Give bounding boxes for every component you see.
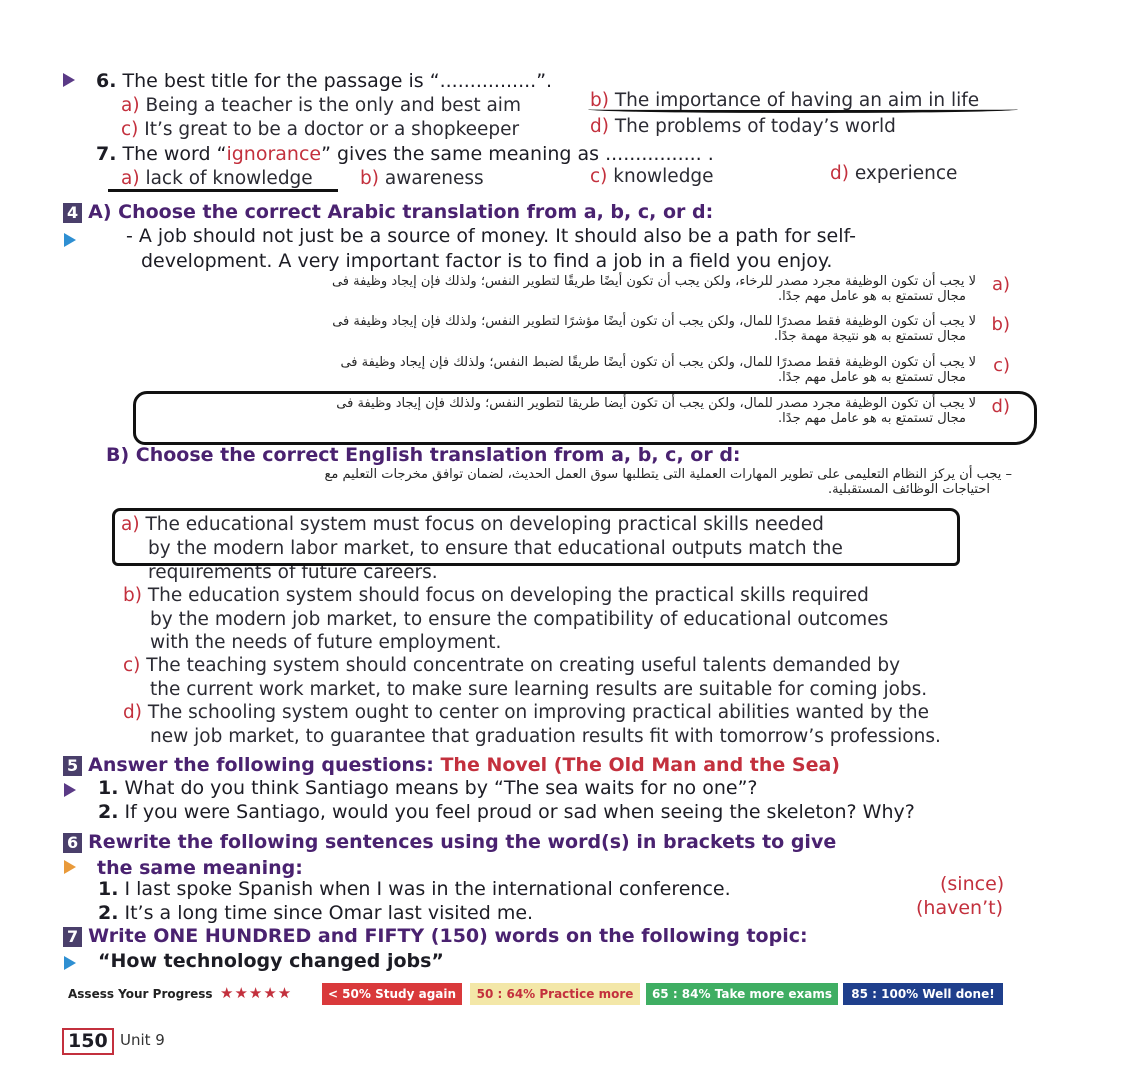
question-number: 2. xyxy=(98,801,119,823)
option-letter: b) xyxy=(123,585,142,606)
bullet-arrow-icon xyxy=(64,860,76,874)
section6-item-1 xyxy=(98,878,731,900)
section-number-badge: 4 xyxy=(63,203,82,223)
pen-circle-english-a xyxy=(112,508,960,566)
pen-circle-arabic-d xyxy=(133,391,1037,445)
option-letter: (d xyxy=(991,396,1010,417)
unit-label: Unit 9 xyxy=(120,1031,165,1049)
section-heading-text: Rewrite the following sentences using the word(s) in brackets to give xyxy=(88,831,837,853)
english-option-d[interactable] xyxy=(123,701,941,748)
option-line: by the modern labor market, to ensure that educational outputs match the xyxy=(148,538,843,559)
bullet-arrow-icon xyxy=(63,73,75,87)
option-line: by the modern job market, to ensure the compatibility of educational outcomes xyxy=(150,608,889,630)
option-line: لا يجب أن تكون الوظيفة فقط مصدرًا للمال، ولكن يجب أن تكون أيضًا طريقًا لضبط النفس؛ ولذلك فإن إيجاد وظيفة فى xyxy=(340,355,976,370)
option-text: knowledge xyxy=(613,166,714,187)
q6-number: 6. xyxy=(96,70,117,92)
english-option-c[interactable] xyxy=(123,654,927,701)
arabic-sentence-line: احتياجات الوظائف المستقبلية. xyxy=(827,482,990,497)
section6-hint-1: (since) xyxy=(940,873,1005,895)
option-line: The education system should focus on developing the practical skills required xyxy=(147,585,869,606)
option-text: The problems of today’s world xyxy=(614,116,896,137)
option-line: لا يجب أن تكون الوظيفة فقط مصدرًا للمال، ولكن يجب أن تكون أيضًا مؤشرًا لتطوير النفس؛ ولذلك فإن إيجاد وظيفة فى xyxy=(332,314,976,329)
q6-stem-text: The best title for the passage is “................”. xyxy=(122,70,553,92)
q7-option-c[interactable] xyxy=(590,166,714,187)
option-line: لا يجب أن تكون الوظيفة مجرد مصدر للرخاء، ولكن يجب أن تكون أيضًا طريقًا لتطوير النفس؛ ولذلك فإن إيجاد وظيفة فى xyxy=(331,274,976,289)
page-number: 150 xyxy=(62,1028,114,1055)
section5-question-2 xyxy=(98,801,915,823)
option-text: The importance of having an aim in life xyxy=(614,90,980,111)
q6-stem xyxy=(96,70,552,92)
q7-stem xyxy=(96,143,714,165)
section4-heading-a xyxy=(63,201,713,223)
section6-hint-2: (haven’t) xyxy=(916,897,1003,919)
option-line: مجال تستمتع به هو عامل مهم جدًا. xyxy=(778,289,966,304)
section-heading-text: A) Choose the correct Arabic translation from a, b, c, or d: xyxy=(88,201,714,223)
q7-stem-before: The word “ xyxy=(122,143,227,165)
section6-item-2 xyxy=(98,902,533,924)
section-heading-text: Write ONE HUNDRED and FIFTY (150) words on the following topic: xyxy=(88,925,808,947)
option-line: The teaching system should concentrate on creating useful talents demanded by xyxy=(146,655,901,676)
option-letter: (c xyxy=(993,355,1010,376)
option-letter: b) xyxy=(360,168,379,189)
q7-keyword: ignorance xyxy=(226,143,322,165)
q6-option-c[interactable] xyxy=(121,119,519,140)
q6-option-d[interactable] xyxy=(590,116,896,137)
arabic-option-c[interactable] xyxy=(150,355,1010,385)
item-text: I last spoke Spanish when I was in the international conference. xyxy=(124,878,731,900)
bullet-arrow-icon xyxy=(64,956,76,970)
q7-number: 7. xyxy=(96,143,117,165)
section-number-badge: 5 xyxy=(63,756,82,776)
option-letter: (b xyxy=(991,314,1010,335)
option-letter: d) xyxy=(123,702,142,723)
option-line: مجال تستمتع به هو عامل مهم جدًا. xyxy=(778,370,966,385)
item-number: 1. xyxy=(98,878,119,900)
option-letter: (a xyxy=(991,274,1010,295)
progress-band-4: 85 : 100% Well done! xyxy=(843,983,1003,1005)
pen-underline-q6b xyxy=(588,106,1018,113)
progress-band-3: 65 : 84% Take more exams xyxy=(646,983,838,1005)
section4-sentence-line1: - A job should not just be a source of money. It should also be a path for self- xyxy=(126,225,857,247)
option-line: requirements of future careers. xyxy=(148,562,438,583)
arabic-option-b[interactable] xyxy=(150,314,1010,344)
bullet-arrow-icon xyxy=(64,783,76,797)
option-letter: a) xyxy=(121,95,140,116)
section7-heading xyxy=(63,925,808,947)
option-text: Being a teacher is the only and best aim xyxy=(145,95,521,116)
arabic-sentence xyxy=(120,467,1012,497)
progress-stars: ★★★★★ xyxy=(220,984,293,1002)
option-letter: c) xyxy=(121,119,139,140)
option-text: experience xyxy=(854,163,958,184)
option-letter: c) xyxy=(590,166,608,187)
section-heading-red-text: The Novel (The Old Man and the Sea) xyxy=(440,754,840,776)
q7-option-b[interactable] xyxy=(360,168,484,189)
section5-heading xyxy=(63,754,840,776)
arabic-option-a[interactable] xyxy=(150,274,1010,304)
q7-stem-after: ” gives the same meaning as ................ . xyxy=(321,143,714,165)
option-line: with the needs of future employment. xyxy=(150,632,502,653)
option-letter: d) xyxy=(590,116,609,137)
option-line: مجال تستمتع به هو عامل مهم جدًا. xyxy=(778,411,966,426)
option-letter: b) xyxy=(590,90,609,111)
section7-topic: “How technology changed jobs” xyxy=(98,950,444,972)
question-text: If you were Santiago, would you feel proud or sad when seeing the skeleton? Why? xyxy=(124,801,915,823)
progress-band-1: < 50% Study again xyxy=(322,983,462,1005)
option-letter: a) xyxy=(121,168,140,189)
bullet-arrow-icon xyxy=(64,233,76,247)
option-line: لا يجب أن تكون الوظيفة مجرد مصدر للمال، ولكن يجب أن تكون أيضا طريقا لتطوير النفس؛ ولذلك فإن إيجاد وظيفة فى xyxy=(336,396,976,411)
section-number-badge: 6 xyxy=(63,833,82,853)
item-number: 2. xyxy=(98,902,119,924)
option-line: The educational system must focus on developing practical skills needed xyxy=(145,514,824,535)
section6-heading xyxy=(63,829,836,881)
section-heading-text: Answer the following questions: xyxy=(88,754,434,776)
option-line: The schooling system ought to center on improving practical abilities wanted by the xyxy=(147,702,929,723)
section4-sentence-line2: development. A very important factor is to find a job in a field you enjoy. xyxy=(141,250,833,272)
option-text: awareness xyxy=(384,168,484,189)
section-number-badge: 7 xyxy=(63,927,82,947)
question-text: What do you think Santiago means by “The sea waits for no one”? xyxy=(124,777,758,799)
section4-heading-b: B) Choose the correct English translation from a, b, c, or d: xyxy=(106,444,741,466)
q6-option-a[interactable] xyxy=(121,95,521,116)
option-letter: c) xyxy=(123,655,141,676)
arabic-sentence-line: – يجب أن يركز النظام التعليمى على تطوير المهارات العملية التى يتطلبها سوق العمل الحديث، لضمان توافق مخرجات التعليم مع xyxy=(324,467,1012,482)
progress-band-2: 50 : 64% Practice more xyxy=(470,983,640,1005)
option-line: the current work market, to make sure learning results are suitable for coming jobs. xyxy=(150,678,928,700)
english-option-b[interactable] xyxy=(123,584,888,655)
option-letter: a) xyxy=(121,514,140,535)
option-line: new job market, to guarantee that graduation results fit with tomorrow’s professions. xyxy=(150,725,941,747)
option-text: lack of knowledge xyxy=(145,168,313,189)
option-letter: d) xyxy=(830,163,849,184)
pen-underline-q7a xyxy=(108,185,338,192)
option-line: مجال تستمتع به هو نتيجة مهمة جدًا. xyxy=(773,329,966,344)
option-text: It’s great to be a doctor or a shopkeeper xyxy=(144,119,520,140)
question-number: 1. xyxy=(98,777,119,799)
section5-question-1 xyxy=(98,777,758,799)
section-heading-text: the same meaning: xyxy=(97,857,303,879)
progress-label: Assess Your Progress xyxy=(68,987,213,1001)
item-text: It’s a long time since Omar last visited me. xyxy=(124,902,534,924)
q7-option-d[interactable] xyxy=(830,163,957,184)
